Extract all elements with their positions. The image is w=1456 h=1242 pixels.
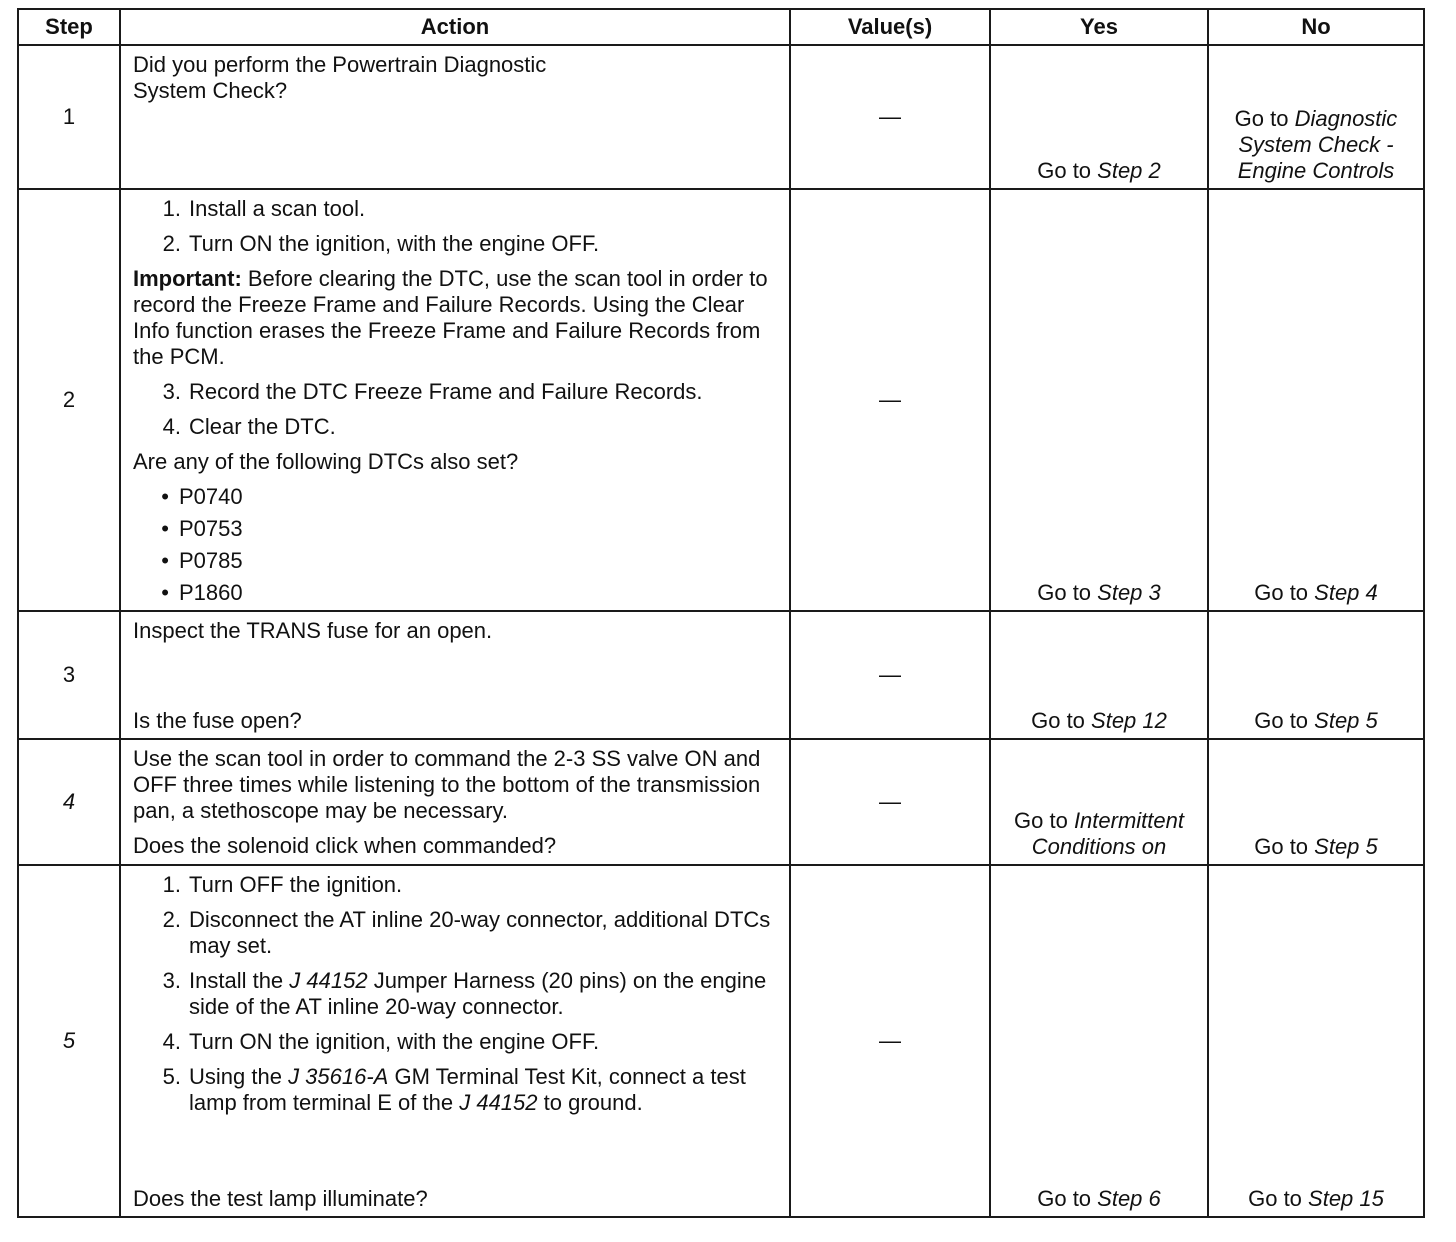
no-cell [1208, 45, 1424, 189]
tool-reference: J 44152 [459, 1090, 538, 1115]
no-step-link[interactable]: Step 15 [1308, 1186, 1384, 1211]
no-cell [1208, 611, 1424, 739]
no-step-link[interactable]: Step 5 [1314, 708, 1378, 733]
list-item: 4. Turn ON the ignition, with the engine OFF. [162, 1029, 600, 1054]
header-no: No [1208, 9, 1424, 45]
list-item: 2. Disconnect the AT inline 20-way connector, additional DTCs may set. [162, 907, 771, 958]
table-row-step-2 [18, 189, 1424, 611]
list-item: 1. Turn OFF the ignition. [162, 872, 403, 897]
list-item: 1. Install a scan tool. [162, 196, 366, 221]
goto-prefix: Go to [1248, 1186, 1309, 1211]
important-note [133, 266, 779, 370]
action-cell [120, 189, 790, 611]
value-cell: — [790, 739, 990, 865]
action-cell [120, 865, 790, 1217]
yes-cell [990, 611, 1208, 739]
diagnostic-table [17, 8, 1425, 1218]
goto-prefix: Go to [1037, 158, 1098, 183]
table-row-step-5 [18, 865, 1424, 1217]
goto-prefix: Go to [1031, 708, 1092, 733]
action-cell [120, 45, 790, 189]
no-cell [1208, 865, 1424, 1217]
no-step-link[interactable]: Step 4 [1314, 580, 1378, 605]
action-text: Did you perform the Powertrain Diagnostic [133, 52, 547, 77]
goto-prefix: Go to [1254, 580, 1315, 605]
no-cell [1208, 189, 1424, 611]
step-number: 4 [18, 739, 120, 865]
yes-cell [990, 865, 1208, 1217]
goto-prefix: Go to [1037, 580, 1098, 605]
question-text: Does the test lamp illuminate? [133, 1186, 428, 1211]
no-step-link[interactable]: Diagnostic System Check - Engine Controls [1237, 106, 1398, 183]
header-action: Action [120, 9, 790, 45]
table-row-step-4 [18, 739, 1424, 865]
question-text: Is the fuse open? [133, 708, 302, 733]
yes-cell [990, 45, 1208, 189]
step-number: 2 [18, 189, 120, 611]
important-label: Important: [133, 266, 242, 291]
goto-prefix: Go to [1254, 708, 1315, 733]
step-number: 5 [18, 865, 120, 1217]
step-number: 1 [18, 45, 120, 189]
tool-reference: J 44152 [289, 968, 368, 993]
yes-step-link[interactable]: Step 12 [1091, 708, 1167, 733]
dtc-bullet: • P0753 [161, 516, 243, 541]
list-item: 2. Turn ON the ignition, with the engine OFF. [162, 231, 600, 256]
action-cell [120, 611, 790, 739]
no-step-link[interactable]: Step 5 [1314, 834, 1378, 859]
action-text: System Check? [133, 78, 288, 103]
goto-prefix: Go to [1014, 808, 1074, 833]
table-row-step-1 [18, 45, 1424, 189]
header-row [18, 9, 1424, 45]
yes-step-link[interactable]: Intermittent Conditions on [1031, 808, 1184, 859]
tool-reference: J 35616-A [288, 1064, 389, 1089]
goto-prefix: Go to [1254, 834, 1315, 859]
dtc-bullet: • P0740 [161, 484, 243, 509]
list-item: 3. Record the DTC Freeze Frame and Failure Records. [162, 379, 703, 404]
question-text: Does the solenoid click when commanded? [133, 833, 557, 858]
goto-prefix: Go to [1037, 1186, 1098, 1211]
step-number: 3 [18, 611, 120, 739]
dtc-bullet: • P1860 [161, 580, 243, 605]
important-text: Before clearing the DTC, use the scan tool in order to record the Freeze Frame and Failure Records. Using the Clear Info function erases the Freeze Frame and Failure Records from the PCM. [133, 266, 768, 369]
yes-step-link[interactable]: Step 2 [1097, 158, 1161, 183]
header-values: Value(s) [790, 9, 990, 45]
header-yes: Yes [990, 9, 1208, 45]
table-row-step-3 [18, 611, 1424, 739]
value-cell: — [790, 189, 990, 611]
list-item: 3. Install the J 44152 Jumper Harness (20 pins) on the engine side of the AT inline 20-way connector. [162, 968, 767, 1019]
question-text: Are any of the following DTCs also set? [133, 449, 519, 474]
yes-cell [990, 739, 1208, 865]
no-cell [1208, 739, 1424, 865]
list-item: 4. Clear the DTC. [162, 414, 336, 439]
yes-cell [990, 189, 1208, 611]
list-item: 5. Using the J 35616-A GM Terminal Test Kit, connect a test lamp from terminal E of the J 44152 to ground. [162, 1064, 746, 1115]
value-cell: — [790, 611, 990, 739]
dtc-bullet: • P0785 [161, 548, 243, 573]
goto-prefix: Go to [1234, 106, 1295, 131]
action-cell [120, 739, 790, 865]
value-cell: — [790, 865, 990, 1217]
header-step: Step [18, 9, 120, 45]
yes-step-link[interactable]: Step 3 [1097, 580, 1161, 605]
yes-step-link[interactable]: Step 6 [1097, 1186, 1161, 1211]
action-text: Use the scan tool in order to command the 2-3 SS valve ON and OFF three times while listening to the bottom of the transmission pan, a stethoscope may be necessary. [133, 746, 761, 823]
value-cell: — [790, 45, 990, 189]
action-text: Inspect the TRANS fuse for an open. [133, 618, 493, 643]
